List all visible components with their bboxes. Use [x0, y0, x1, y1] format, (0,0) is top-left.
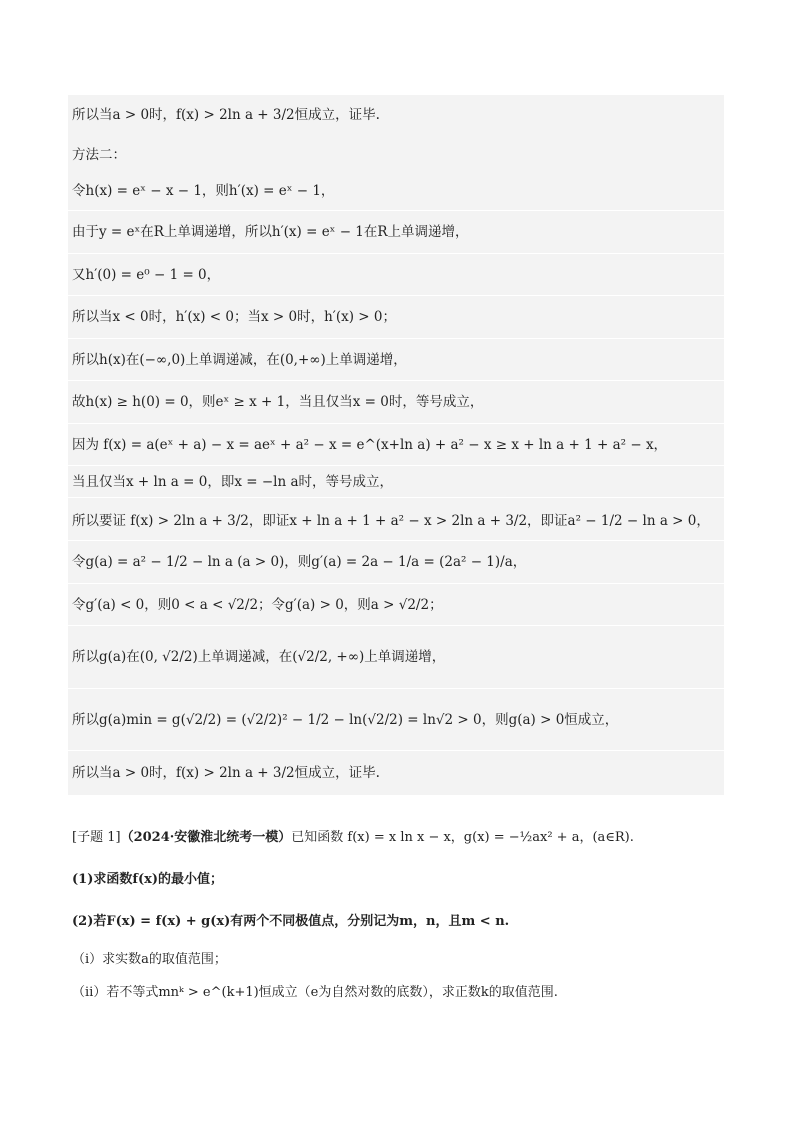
question-2-ii: （ⅱ）若不等式mnᵏ > e^(k+1)恒成立（e为自然对数的底数），求正数k的取值范围. — [72, 985, 558, 1000]
divider — [68, 210, 724, 211]
solution-line: 当且仅当x + ln a = 0，即x = −ln a时，等号成立， — [72, 474, 394, 490]
divider — [68, 625, 724, 626]
divider — [68, 750, 724, 751]
divider — [68, 540, 724, 541]
solution-line: 令h(x) = eˣ − x − 1，则h′(x) = eˣ − 1， — [72, 183, 335, 199]
divider — [68, 295, 724, 296]
divider — [68, 583, 724, 584]
solution-line: 所以h(x)在(−∞,0)上单调递减，在(0,+∞)上单调递增， — [72, 352, 407, 368]
divider — [68, 380, 724, 381]
solution-line: 所以g(a)在(0, √2/2)上单调递减，在(√2/2, +∞)上单调递增， — [72, 649, 446, 665]
problem-source: （2024·安徽淮北统考一模） — [120, 830, 292, 845]
solution-line: 令g(a) = a² − 1/2 − ln a (a > 0)，则g′(a) = 2a − 1/a = (2a² − 1)/a， — [72, 554, 527, 570]
problem-tag: [子题 1] — [72, 830, 121, 845]
solution-line: 所以当x < 0时，h′(x) < 0；当x > 0时，h′(x) > 0； — [72, 309, 396, 325]
problem-stem: 已知函数 f(x) = x ln x − x，g(x) = −½ax² + a，(a∈R). — [291, 830, 634, 845]
divider — [68, 497, 724, 498]
solution-line: 所以g(a)min = g(√2/2) = (√2/2)² − 1/2 − ln(√2/2) = ln√2 > 0，则g(a) > 0恒成立， — [72, 712, 619, 728]
solution-line: 由于y = eˣ在R上单调递增，所以h′(x) = eˣ − 1在R上单调递增， — [72, 224, 469, 240]
divider — [68, 338, 724, 339]
divider — [68, 423, 724, 424]
solution-line: 又h′(0) = e⁰ − 1 = 0， — [72, 267, 221, 283]
divider — [68, 253, 724, 254]
question-2: (2)若F(x) = f(x) + g(x)有两个不同极值点，分别记为m，n，且m < n. — [72, 914, 510, 929]
solution-line: 所以当a > 0时，f(x) > 2ln a + 3/2恒成立，证毕. — [72, 107, 380, 123]
solution-line: 因为 f(x) = a(eˣ + a) − x = aeˣ + a² − x = e^(x+ln a) + a² − x ≥ x + ln a + 1 + a² − x， — [72, 437, 668, 453]
solution-line: 所以要证 f(x) > 2ln a + 3/2，即证x + ln a + 1 + a² − x > 2ln a + 3/2，即证a² − 1/2 − ln a > 0， — [72, 513, 710, 529]
question-1: (1)求函数f(x)的最小值； — [72, 872, 223, 887]
solution-line: 所以当a > 0时，f(x) > 2ln a + 3/2恒成立，证毕. — [72, 765, 380, 781]
solution-line: 故h(x) ≥ h(0) = 0，则eˣ ≥ x + 1，当且仅当x = 0时，等号成立， — [72, 394, 484, 410]
question-2-i: （ⅰ）求实数a的取值范围； — [72, 952, 227, 967]
solution-line: 令g′(a) < 0，则0 < a < √2/2；令g′(a) > 0，则a > √2/2； — [72, 597, 443, 613]
divider — [68, 688, 724, 689]
problem-header — [72, 829, 634, 847]
solution-line: 方法二： — [72, 147, 126, 163]
divider — [68, 465, 724, 466]
